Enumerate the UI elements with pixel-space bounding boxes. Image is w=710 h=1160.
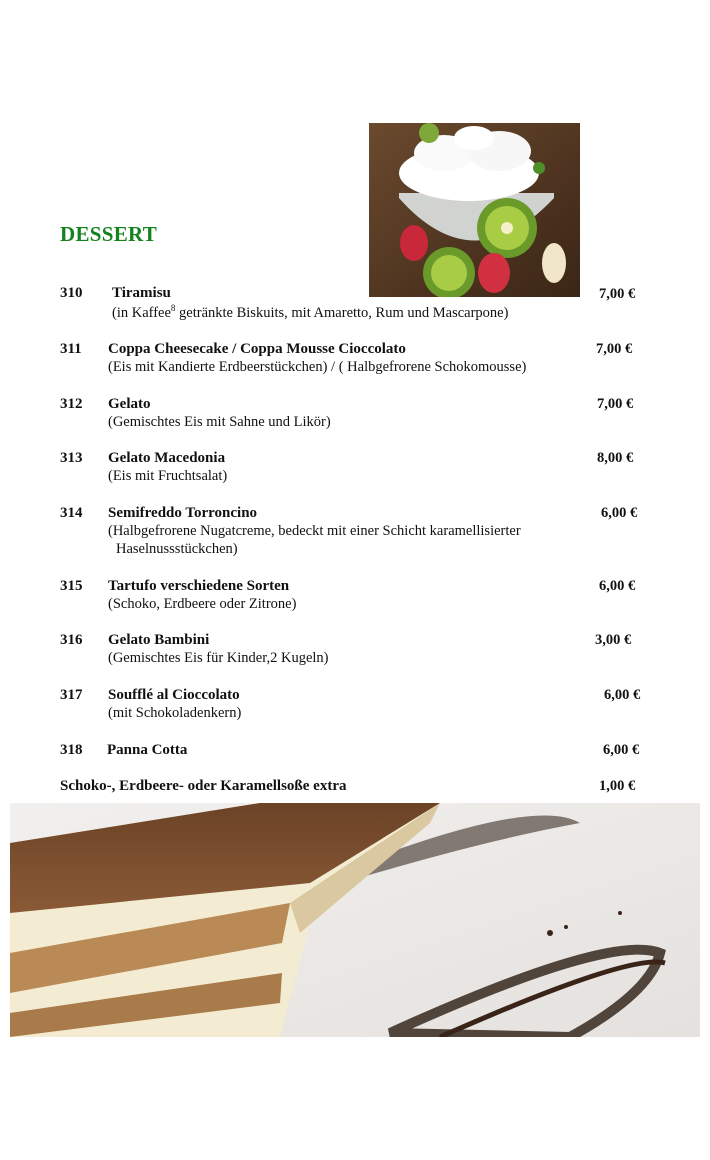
- item-price: 7,00 €: [596, 341, 633, 357]
- tiramisu-photo: [10, 803, 700, 1037]
- item-number: 310: [60, 285, 83, 301]
- item-description: (in Kaffee$^8$ getränkte Biskuits, mit Amaretto, Rum und Mascarpone): [112, 303, 509, 321]
- item-name: Soufflé al Cioccolato: [108, 687, 240, 703]
- item-description: (mit Schokoladenkern): [108, 705, 242, 721]
- item-price: 8,00 €: [597, 450, 634, 466]
- item-number: 313: [60, 450, 83, 466]
- item-price: 6,00 €: [599, 578, 636, 594]
- item-name: Coppa Cheesecake / Coppa Mousse Cioccolato: [108, 341, 406, 357]
- item-name: Gelato Bambini: [108, 632, 210, 648]
- item-name: Tartufo verschiedene Sorten: [108, 578, 290, 594]
- item-price: 3,00 €: [595, 632, 632, 648]
- item-number: 311: [60, 341, 82, 357]
- item-description: (Gemischtes Eis mit Sahne und Likör): [108, 414, 331, 430]
- item-price: 7,00 €: [599, 286, 636, 302]
- item-name: Gelato Macedonia: [108, 450, 226, 466]
- item-description: (Gemischtes Eis für Kinder,2 Kugeln): [108, 650, 329, 666]
- item-description: (Eis mit Kandierte Erdbeerstückchen) / ( Halbgefrorene Schokomousse): [108, 359, 527, 375]
- item-name: Tiramisu: [112, 285, 171, 301]
- item-name: Semifreddo Torroncino: [108, 505, 258, 521]
- extra-sauce-price: 1,00 €: [599, 778, 636, 794]
- item-name: Gelato: [108, 396, 151, 412]
- item-price: 6,00 €: [601, 505, 638, 521]
- item-description-continued: Haselnussstückchen): [116, 541, 238, 557]
- item-price: 7,00 €: [597, 396, 634, 412]
- item-description: (Eis mit Fruchtsalat): [108, 468, 228, 484]
- extra-sauce-label: Schoko-, Erdbeere- oder Karamellsoße extra: [60, 778, 347, 794]
- item-number: 314: [60, 505, 83, 521]
- item-number: 317: [60, 687, 83, 703]
- item-description: (Halbgefrorene Nugatcreme, bedeckt mit einer Schicht karamellisierter: [108, 523, 521, 539]
- item-number: 312: [60, 396, 83, 412]
- item-price: 6,00 €: [603, 742, 640, 758]
- item-description: (Schoko, Erdbeere oder Zitrone): [108, 596, 297, 612]
- item-number: 316: [60, 632, 83, 648]
- item-name: Panna Cotta: [107, 742, 188, 758]
- sundae-photo: [369, 123, 580, 297]
- menu-title: DESSERT: [60, 222, 158, 246]
- item-price: 6,00 €: [604, 687, 641, 703]
- item-number: 315: [60, 578, 83, 594]
- item-number: 318: [60, 742, 83, 758]
